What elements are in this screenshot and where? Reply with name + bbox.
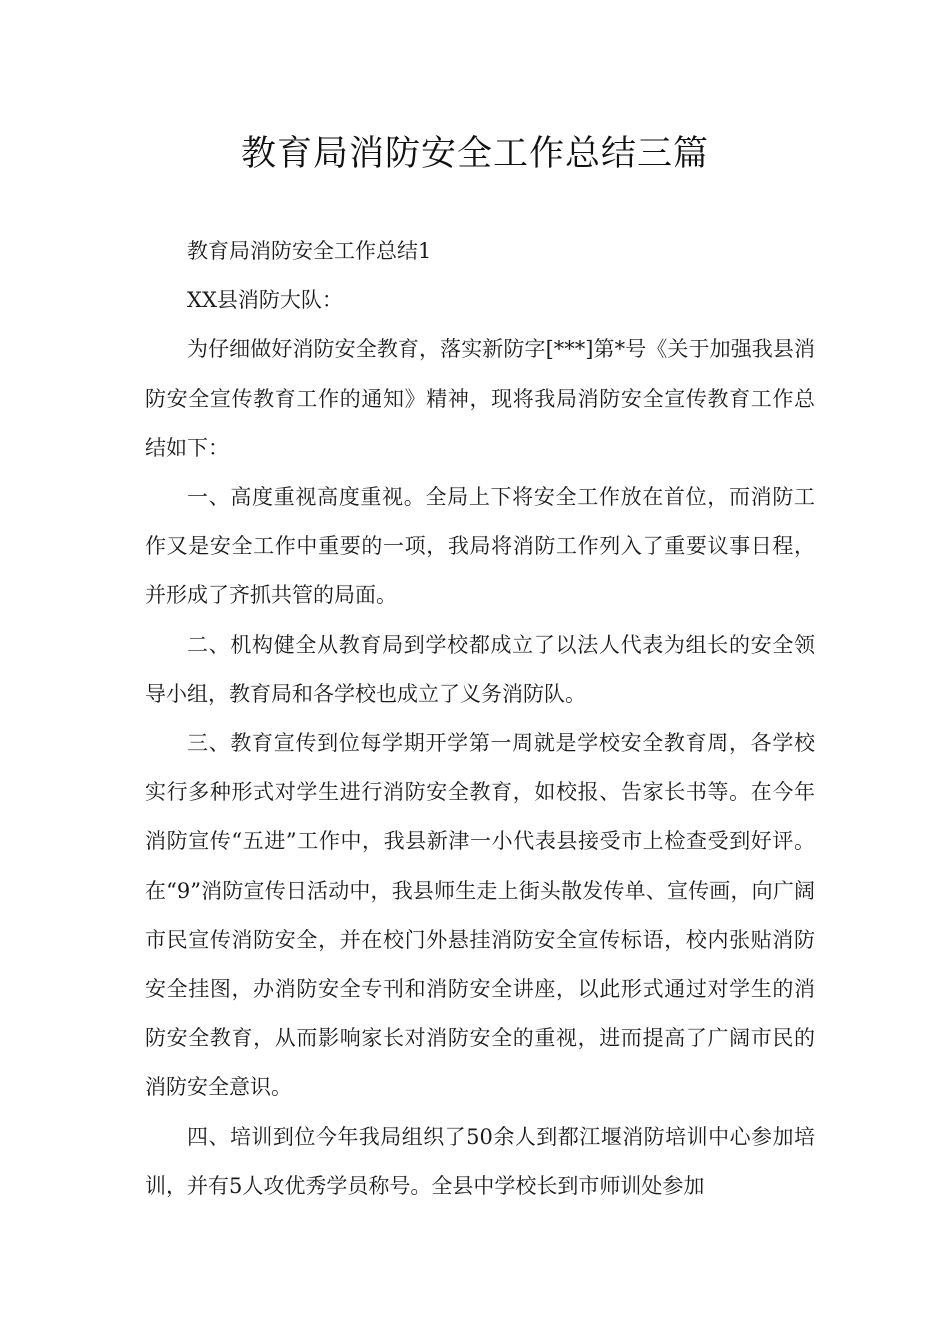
section-heading: 教育局消防安全工作总结1 — [187, 239, 432, 263]
paragraph-item-2: 二、机构健全从教育局到学校都成立了以法人代表为组长的安全领导小组，教育局和各学校也成立了义务消防队。 — [145, 632, 815, 706]
document-title: 教育局消防安全工作总结三篇 — [240, 134, 709, 174]
salutation: XX县消防大队： — [187, 288, 343, 313]
paragraph-item-4: 四、培训到位今年我局组织了50余人到都江堰消防培训中心参加培训，并有5人攻优秀学员称号。全县中学校长到市师训处参加 — [145, 1124, 815, 1198]
paragraph-item-1: 一、高度重视高度重视。全局上下将安全工作放在首位，而消防工作又是安全工作中重要的一项，我局将消防工作列入了重要议事日程，并形成了齐抓共管的局面。 — [145, 485, 815, 608]
document-body — [145, 227, 815, 1211]
paragraph-item-3: 三、教育宣传到位每学期开学第一周就是学校安全教育周，各学校实行多种形式对学生进行消防安全教育，如校报、告家长书等。在今年消防宣传“五进”工作中，我县新津一小代表县接受市上检查受到好评。在“9”消防宣传日活动中，我县师生走上街头散发传单、宣传画，向广阔市民宣传消防安全，并在校门外悬挂消防安全宣传标语，校内张贴消防安全挂图，办消防安全专刊和消防安全讲座，以此形式通过对学生的消防安全教育，从而影响家长对消防安全的重视，进而提高了广阔市民的消防安全意识。 — [145, 731, 815, 1100]
intro-paragraph: 为仔细做好消防安全教育，落实新防字[***]第*号《关于加强我县消防安全宣传教育工作的通知》精神，现将我局消防安全宣传教育工作总结如下： — [145, 337, 815, 460]
